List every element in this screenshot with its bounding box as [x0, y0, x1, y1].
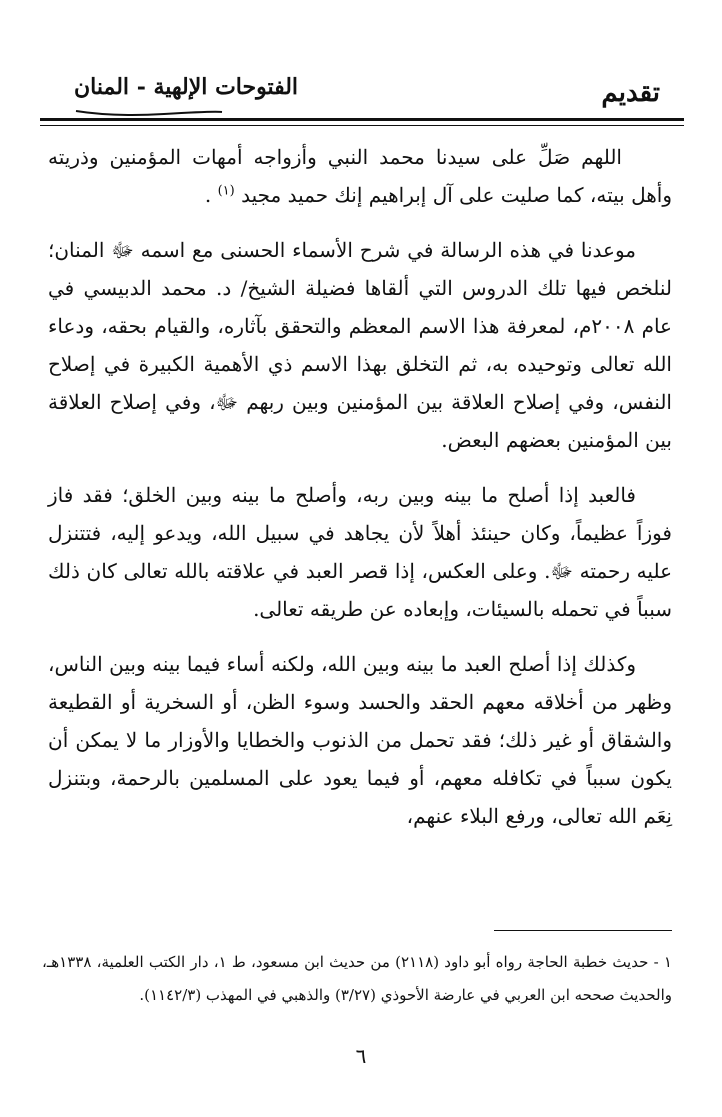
paragraph-4: وكذلك إذا أصلح العبد ما بينه وبين الله، ولكنه أساء فيما بينه وبين الناس، وظهر من أخلاقه معهم الحقد والحسد وسوء الظن، أو السخرية أو القطيعة والشقاق أو غير ذلك؛ فقد تحمل من الذنوب والخطايا والأوزار ما لا يمكن أن يكون سبباً في تكافله معهم، أو فيما يعود على المسلمين بالرحمة، وبتنزل نِعَم الله تعالى، ورفع البلاء عنهم،	[48, 652, 672, 828]
header-rule-thick	[40, 118, 684, 121]
footnote-marker[interactable]: (١)	[217, 183, 235, 199]
paragraph-1-text: اللهم صَلِّ على سيدنا محمد النبي وأزواجه أمهات المؤمنين وذريته وأهل بيته، كما صليت على آل إبراهيم إنك حميد مجيد	[48, 145, 672, 207]
header-swash-ornament	[74, 108, 224, 118]
page-number: ٦	[355, 1044, 367, 1068]
paragraph-1	[48, 138, 672, 214]
header-rule-thin	[40, 125, 684, 126]
footnotes	[42, 946, 672, 1012]
footnote-separator	[494, 930, 672, 931]
paragraph-2: موعدنا في هذه الرسالة في شرح الأسماء الحسنى مع اسمه ﷻ المنان؛ لنلخص فيها تلك الدروس التي ألقاها فضيلة الشيخ/ د. محمد الدبيسي في عام ٢٠٠٨م، لمعرفة هذا الاسم المعظم والتحقق بآثاره، والقيام بحقه، ودعاء الله تعالى وتوحيده به، ثم التخلق بهذا الاسم ذي الأهمية الكبيرة في إصلاح النفس، وفي إصلاح العلاقة بين المؤمنين وبين ربهم ﷻ، وفي إصلاح العلاقة بين المؤمنين بعضهم البعض.	[48, 238, 672, 452]
main-text	[48, 138, 672, 852]
running-header	[36, 62, 686, 114]
chapter-title: تقديم	[601, 78, 660, 108]
footnote-1: ١ - حديث خطبة الحاجة رواه أبو داود (٢١١٨) من حديث ابن مسعود، ط ١، دار الكتب العلمية، ١٣٣٨هـ، والحديث صححه ابن العربي في عارضة الأحوذي (٣/٢٧) والذهبي في المهذب (١١٤٢/٣).	[42, 953, 672, 1004]
paragraph-1-end: .	[204, 183, 212, 207]
paragraph-3: فالعبد إذا أصلح ما بينه وبين ربه، وأصلح ما بينه وبين الخلق؛ فقد فاز فوزاً عظيماً، وكان حينئذ أهلاً لأن يجاهد في سبيل الله، ويدعو إليه، فتتنزل عليه رحمته ﷻ. وعلى العكس، إذا قصر العبد في علاقته بالله تعالى كان ذلك سبباً في تحمله بالسيئات، وإبعاده عن طريقه تعالى.	[48, 483, 672, 621]
book-title: الفتوحات الإلهية - المنان	[74, 74, 299, 100]
